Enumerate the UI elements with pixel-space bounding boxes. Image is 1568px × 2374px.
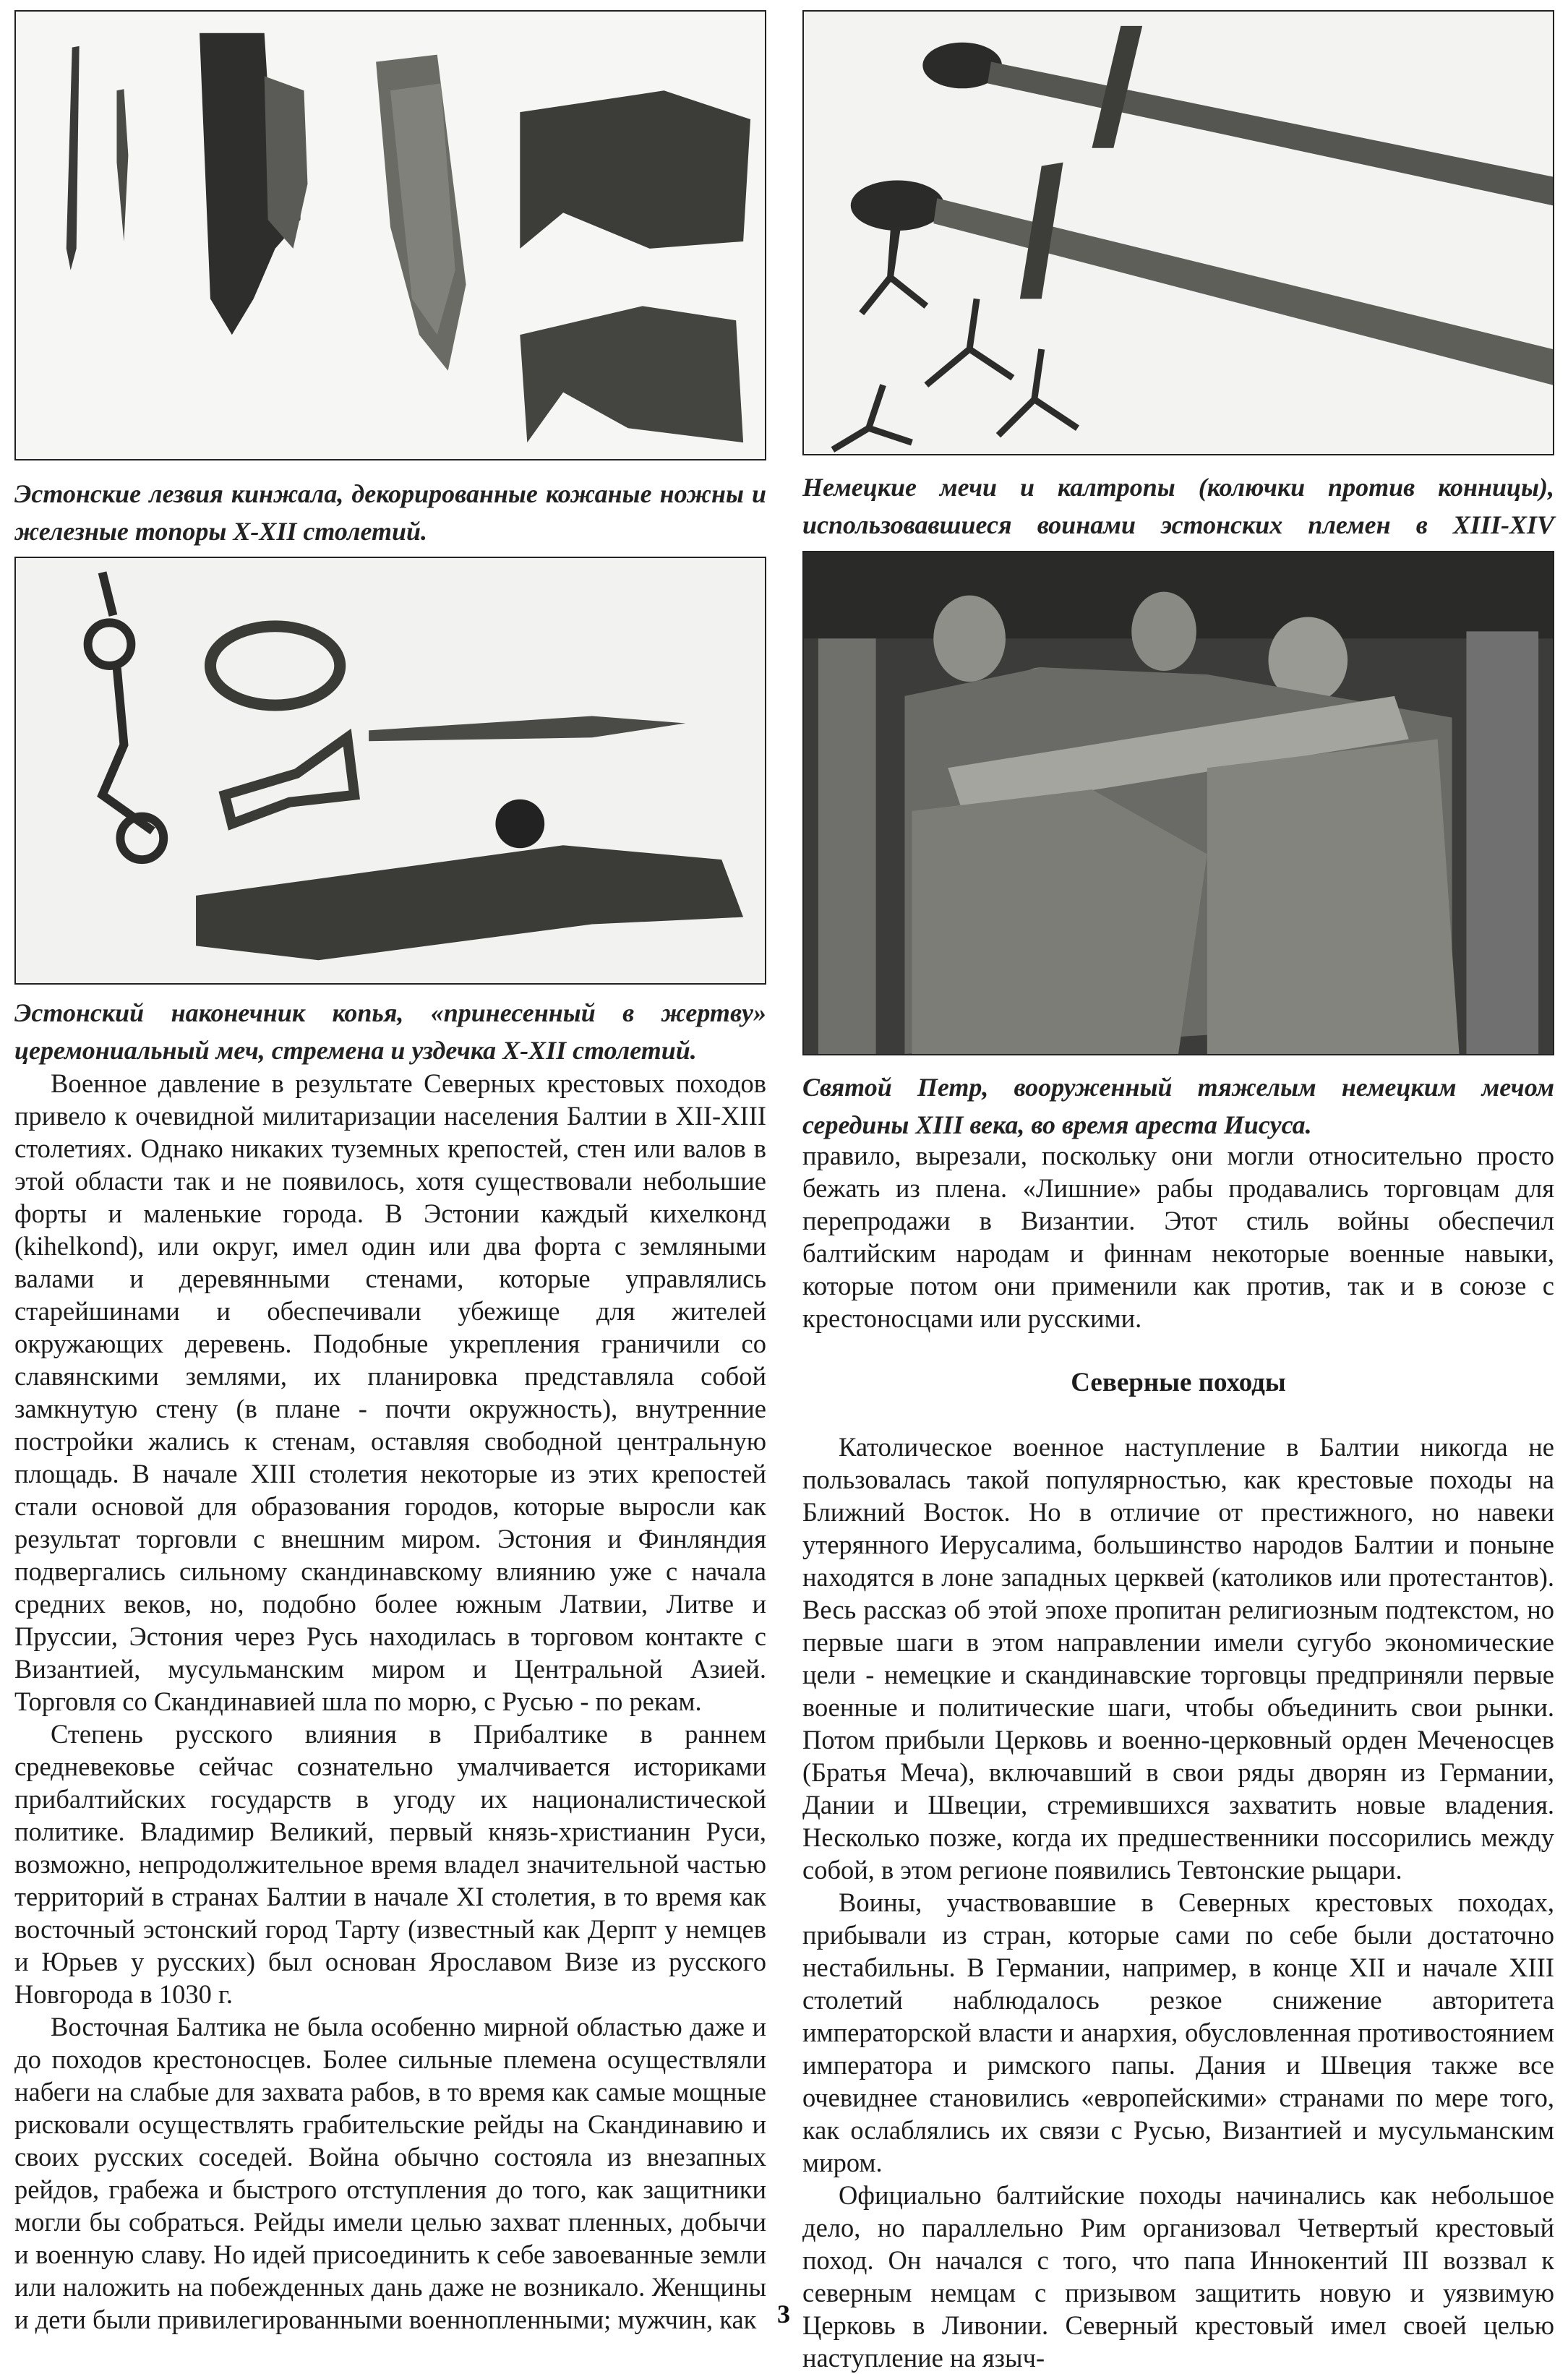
section-heading: Северные походы: [1071, 1368, 1286, 1397]
paragraph: Воины, участвовавшие в Северных крестовых походах, прибывали из стран, которые сами по себе были достаточно нестабильны. В Германии, например, в конце XII и начале XIII столетий наблюдалось резкое снижение авторитета императорской власти и анархия, обусловленная противостоянием императора и римского папы. Дания и Швеция также все очевиднее становились «европейскими» странами по мере того, как ослаблялись их связи с Русью, Византией и мусульманским миром.: [802, 1887, 1554, 2177]
caption-spear-bridle: Эстонский наконечник копья, «принесенный в жертву» церемониальный меч, стремена и уздечка X-XII столетий.: [14, 998, 766, 1065]
photo-spear-bridle: [14, 557, 766, 985]
paragraph: Восточная Балтика не была особенно мирной областью даже и до походов крестоносцев. Более сильные племена осуществляли набеги на слабые для захвата рабов, в то время как самые мощные рисковали осуществлять грабительские рейды на Скандинавию и своих русских соседей. Война обычно состояла из внезапных рейдов, грабежа и быстрого отступления до того, как защитники могли бы собраться. Рейды имели целью захват пленных, добычи и военную славу. Но идей присоединить к себе завоеванные земли или наложить на побежденных дань даже не возникало. Женщины и дети были привилегированными военнопленными; мужчин, как: [14, 2012, 766, 2334]
paragraph: Католическое военное наступление в Балтии никогда не пользовалась такой популярностью, как крестовые походы на Ближний Восток. Но в отличие от престижного, но навеки утерянного Иерусалима, большинство народов Балтии и поныне находятся в лоне западных церквей (католиков или протестантов). Весь рассказ об этой эпохе пропитан религиозным подтекстом, но первые шаги в этом направлении имели сугубо экономические цели - немецкие и скандинавские торговцы предприняли первые военные и политические шаги, чтобы объединить свои рынки. Потом прибыли Церковь и военно-церковный орден Меченосцев (Братья Меча), включавший в свои ряды дворян из Германии, Дании и Швеции, стремившихся захватить новые владения. Несколько позже, когда их предшественники поссорились между собой, в этом регионе появились Тевтонские рыцари.: [802, 1432, 1554, 1885]
caption-daggers-axes: Эстонские лезвия кинжала, декорированные кожаные ножны и железные топоры X-XII столетий.: [14, 479, 766, 546]
paragraph: Степень русского влияния в Прибалтике в раннем средневековье сейчас сознательно умалчивается историками прибалтийских государств в угоду их националистической политике. Владимир Великий, первый князь-христианин Руси, возможно, непродолжительное время владел значительной частью территорий в странах Балтии в начале XI столетия, в то время как восточный эстонский город Тарту (известный как Дерпт у немцев и Юрьев у русских) был основан Ярославом Визе из русского Новгорода в 1030 г.: [14, 1719, 766, 2009]
caption-swords-caltrops: Немецкие мечи и калтропы (колючки против конницы), использовавшиеся воинами эстонских племен в XIII-XIV: [802, 473, 1554, 539]
continuation-paragraph: правило, вырезали, поскольку они могли относительно просто бежать из плена. «Лишние» рабы продавались торговцам для перепродажи в Византии. Этот стиль войны обеспечил балтийским народам и финнам некоторые военные навыки, которые потом они применили как против, так и в союзе с крестоносцами или русскими.: [802, 1141, 1554, 1333]
right-text-column: [802, 1139, 1554, 2374]
photo-swords-caltrops: [802, 10, 1554, 455]
page-number: 3: [777, 2300, 790, 2328]
photo-daggers-axes: [14, 10, 766, 460]
left-text-column: [14, 1067, 766, 2336]
paragraph: Военное давление в результате Северных крестовых походов привело к очевидной милитаризации населения Балтии в XII-XIII столетиях. Однако никаких туземных крепостей, стен или валов в этой области так и не появилось, хотя существовали небольшие форты и маленькие города. В Эстонии каждый кихелконд (kihelkond), или округ, имел один или два форта с земляными валами и деревянными стенами, которые управлялись старейшинами и обеспечивали убежище для жителей окружающих деревень. Подобные укрепления граничили со славянскими землями, их планировка представляла собой замкнутую стену (в плане - почти окружность), внутренние постройки жались к стенам, оставляя свободной центральную площадь. В начале XIII столетия некоторые из этих крепостей стали основой для образования городов, которые выросли как результат торговли с внешним миром. Эстония и Финляндия подвергались сильному скандинавскому влиянию уже с начала средних веков, но, подобно более южным Латвии, Литве и Пруссии, Эстония через Русь находилась в торговом контакте с Византией, мусульманским миром и Центральной Азией. Торговля со Скандинавией шла по морю, с Русью - по рекам.: [14, 1068, 766, 1716]
paragraph: Официально балтийские походы начинались как небольшое дело, но параллельно Рим организовал Четвертый крестовый поход. Он начался с того, что папа Иннокентий III воззвал к северным немцам с призывом защитить новую и уязвимую Церковь в Ливонии. Северный крестовый имел своей целью наступление на языч-: [802, 2180, 1554, 2373]
caption-saint-peter: Святой Петр, вооруженный тяжелым немецким мечом середины XIII века, во время ареста Иисуса.: [802, 1073, 1554, 1139]
photo-saint-peter: [802, 551, 1554, 1055]
